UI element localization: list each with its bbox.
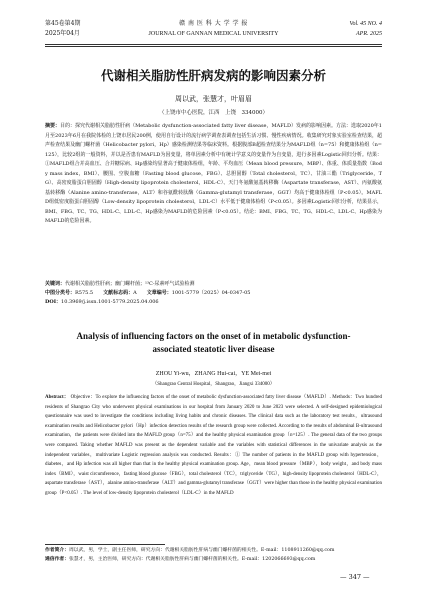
keywords-text: 代谢相关脂肪性肝病；幽门螺杆菌；¹³C-尿素呼气试验检测: [65, 281, 195, 287]
header-date-en: APR. 2025: [356, 31, 382, 37]
header-rule-bottom: [45, 46, 382, 47]
english-affiliation: （Shangrao Central Hospital，Shangrao，Jiangxi 334000）: [152, 382, 275, 387]
english-authors: ZHOU Yi-wu，ZHANG Hui-cai，YE Mei-mei: [155, 371, 272, 377]
chinese-title: 代谢相关脂肪性肝病发病的影响因素分析: [100, 68, 326, 83]
corresponding-author-footnote: [45, 555, 382, 565]
header-journal-cn: 赣 南 医 科 大 学 学 报: [179, 20, 248, 27]
chinese-affiliation: （上饶市中心医院，江西 上饶 334000）: [159, 110, 268, 116]
header-rule-top: [45, 44, 382, 45]
doi-label: DOI：: [45, 299, 62, 305]
english-abstract-text: Objective：To explore the influencing factors of the onset of metabolic dysfunction-associated fatty liver disease（MAFLD）. Methods：Two hundred residents of Shangrao City who underwent physical examinations in our hospital from January 2020 to June 2023 were selected. A self-designed epidemiological questionnaire was used to investigate the conditions including living habits and chronic diseases. The clinical data such as the laboratory test results，ultrasound examination results and Helicobacter pylori（Hp）infection detection results of the research group were collected. According to the results of abdominal B-ultrasound examination，the patients were divided into the MAFLD group（n=75）and the healthy physical examination group（n=125）. The general data of the two groups were compared. Taking whether MAFLD was present as the dependent variable and the variables with statistical differences in the univariate analysis as the independent variables，multivariate Logistic regression analysis was conducted. Results：① The number of patients in the MAFLD group with hypertension，diabetes，and Hp infection was all higher than that in the healthy physical examination group. Age，mean blood pressure（MBP），body weight，and body mass index（BMI），waist circumference，fasting blood glucose（FBG），total cholesterol（TC），triglyceride（TG），high-density lipoprotein cholesterol（HDL-C），aspartate transferase（AST），alanine amino-transferase（ALT）and gamma-glutamyl transferase（GGT）were higher than those in the healthy physical examination group（P<0.05）. The level of low-density lipoprotein cholesterol（LDL-C）in the MAFLD: [45, 395, 382, 496]
english-abstract-label: Abstract：: [45, 395, 70, 400]
footnote-rule: [45, 544, 165, 545]
clc-label: 中图分类号：: [45, 290, 76, 296]
article-id-value: 1001-5779（2025）04-0347-05: [171, 290, 251, 296]
corresponding-label: 通信作者：: [45, 556, 69, 562]
doi-value: 10.3969/j.issn.1001-5779.2025.04.006: [61, 299, 159, 305]
header-journal-en: JOURNAL OF GANNAN MEDICAL UNIVERSITY: [148, 31, 279, 37]
author-info-label: 作者简介：: [45, 547, 69, 553]
doc-code-value: A: [133, 290, 137, 296]
author-info-text: 周以武，男，学士，副主任医师，研究方向：代谢相关脂肪性肝病与幽门螺杆菌的相关性。E-mail：1108911260@qq.com: [69, 548, 335, 553]
keywords-label: 关键词：: [45, 281, 66, 287]
keywords-line: [45, 280, 382, 289]
header-date-cn: 2025年04月: [45, 30, 80, 37]
classification-line: [45, 289, 382, 298]
doc-code-label: 文献标志码：: [103, 290, 134, 296]
chinese-abstract: [45, 122, 382, 227]
header-volume-en: Vol. 45 NO. 4: [349, 21, 382, 27]
chinese-abstract-text: 目的：探究代谢相关脂肪性肝病（Metabolic dysfunction-associated fatty liver disease，MAFLD）发病的影响因素。方法：选取2020年1月至2023年6月在我院体检的上饶市居民200例，使用自行设计的流行病学调查表调查包括生活习惯、慢性疾病情况。收集研究对象实验室检查结果，超声检查结果及幽门螺杆菌（Helicobacter pylori，Hp）感染检测结果等临床资料。根据腹部B超检查结果分为MAFLD组（n=75）和健康体检组（n=125），比较2组的一般资料，并以是否患有MAFLD为因变量，将单因素分析中有统计学意义的变量作为自变量，进行多因素Logistic回归分析。结果：①MAFLD组合并高血压、合并糖尿病、Hp感染均显著高于健康体检组，年龄、平均血压（Mean blood pressure，MBP）、体重、体质量指数（Body mass index，BMI）、腰围、空腹血糖（Fasting blood glucose，FBG）、总胆固醇（Total cholesterol，TC）、甘油三酯（Triglyceride，TG）、高密度脂蛋白胆固醇（High-density lipoprotein cholesterol，HDL-C）、天门冬氨酸氨基转移酶（Aspartate transferase，AST）、丙氨酸氨基转移酶（Alanine amino-transferase，ALT）和谷氨酰转肽酶（Gamma-glutamyl transferase，GGT）均高于健康体检组（P<0.05）。MAFLD组低密度脂蛋白胆固醇（Low-density lipoprotein cholesterol，LDL-C）水平低于健康体检组（P<0.05）。多因素Logistic回归分析，结果显示，BMI、FBG、TC、TG、HDL-C、LDL-C、Hp感染为MAFLD的危险因素（P<0.05）。结论：BMI、FBG、TC、TG、HDL-C、LDL-C、Hp感染为MAFLD的危险因素。: [45, 123, 382, 224]
running-header: [45, 20, 382, 42]
doi-line: [45, 298, 382, 307]
clc-value: R575.5: [75, 290, 94, 296]
corresponding-text: 张慧才，男，主治医师，研究方向：代谢相关脂肪性肝病与幽门螺杆菌的相关性。E-mail：1202066693@qq.com: [69, 557, 316, 562]
header-volume-cn: 第45卷第4期: [45, 20, 81, 27]
chinese-abstract-label: 摘要：: [45, 123, 61, 129]
english-title: Analysis of influencing factors on the onset of in metabolic dysfunction-associated steatotic liver disease: [76, 331, 351, 354]
article-id-label: 文章编号：: [146, 290, 172, 296]
chinese-authors: 周以武，张慧才，叶眉眉: [175, 95, 252, 103]
english-abstract: [45, 393, 382, 499]
page-number: — 347 —: [340, 573, 370, 581]
